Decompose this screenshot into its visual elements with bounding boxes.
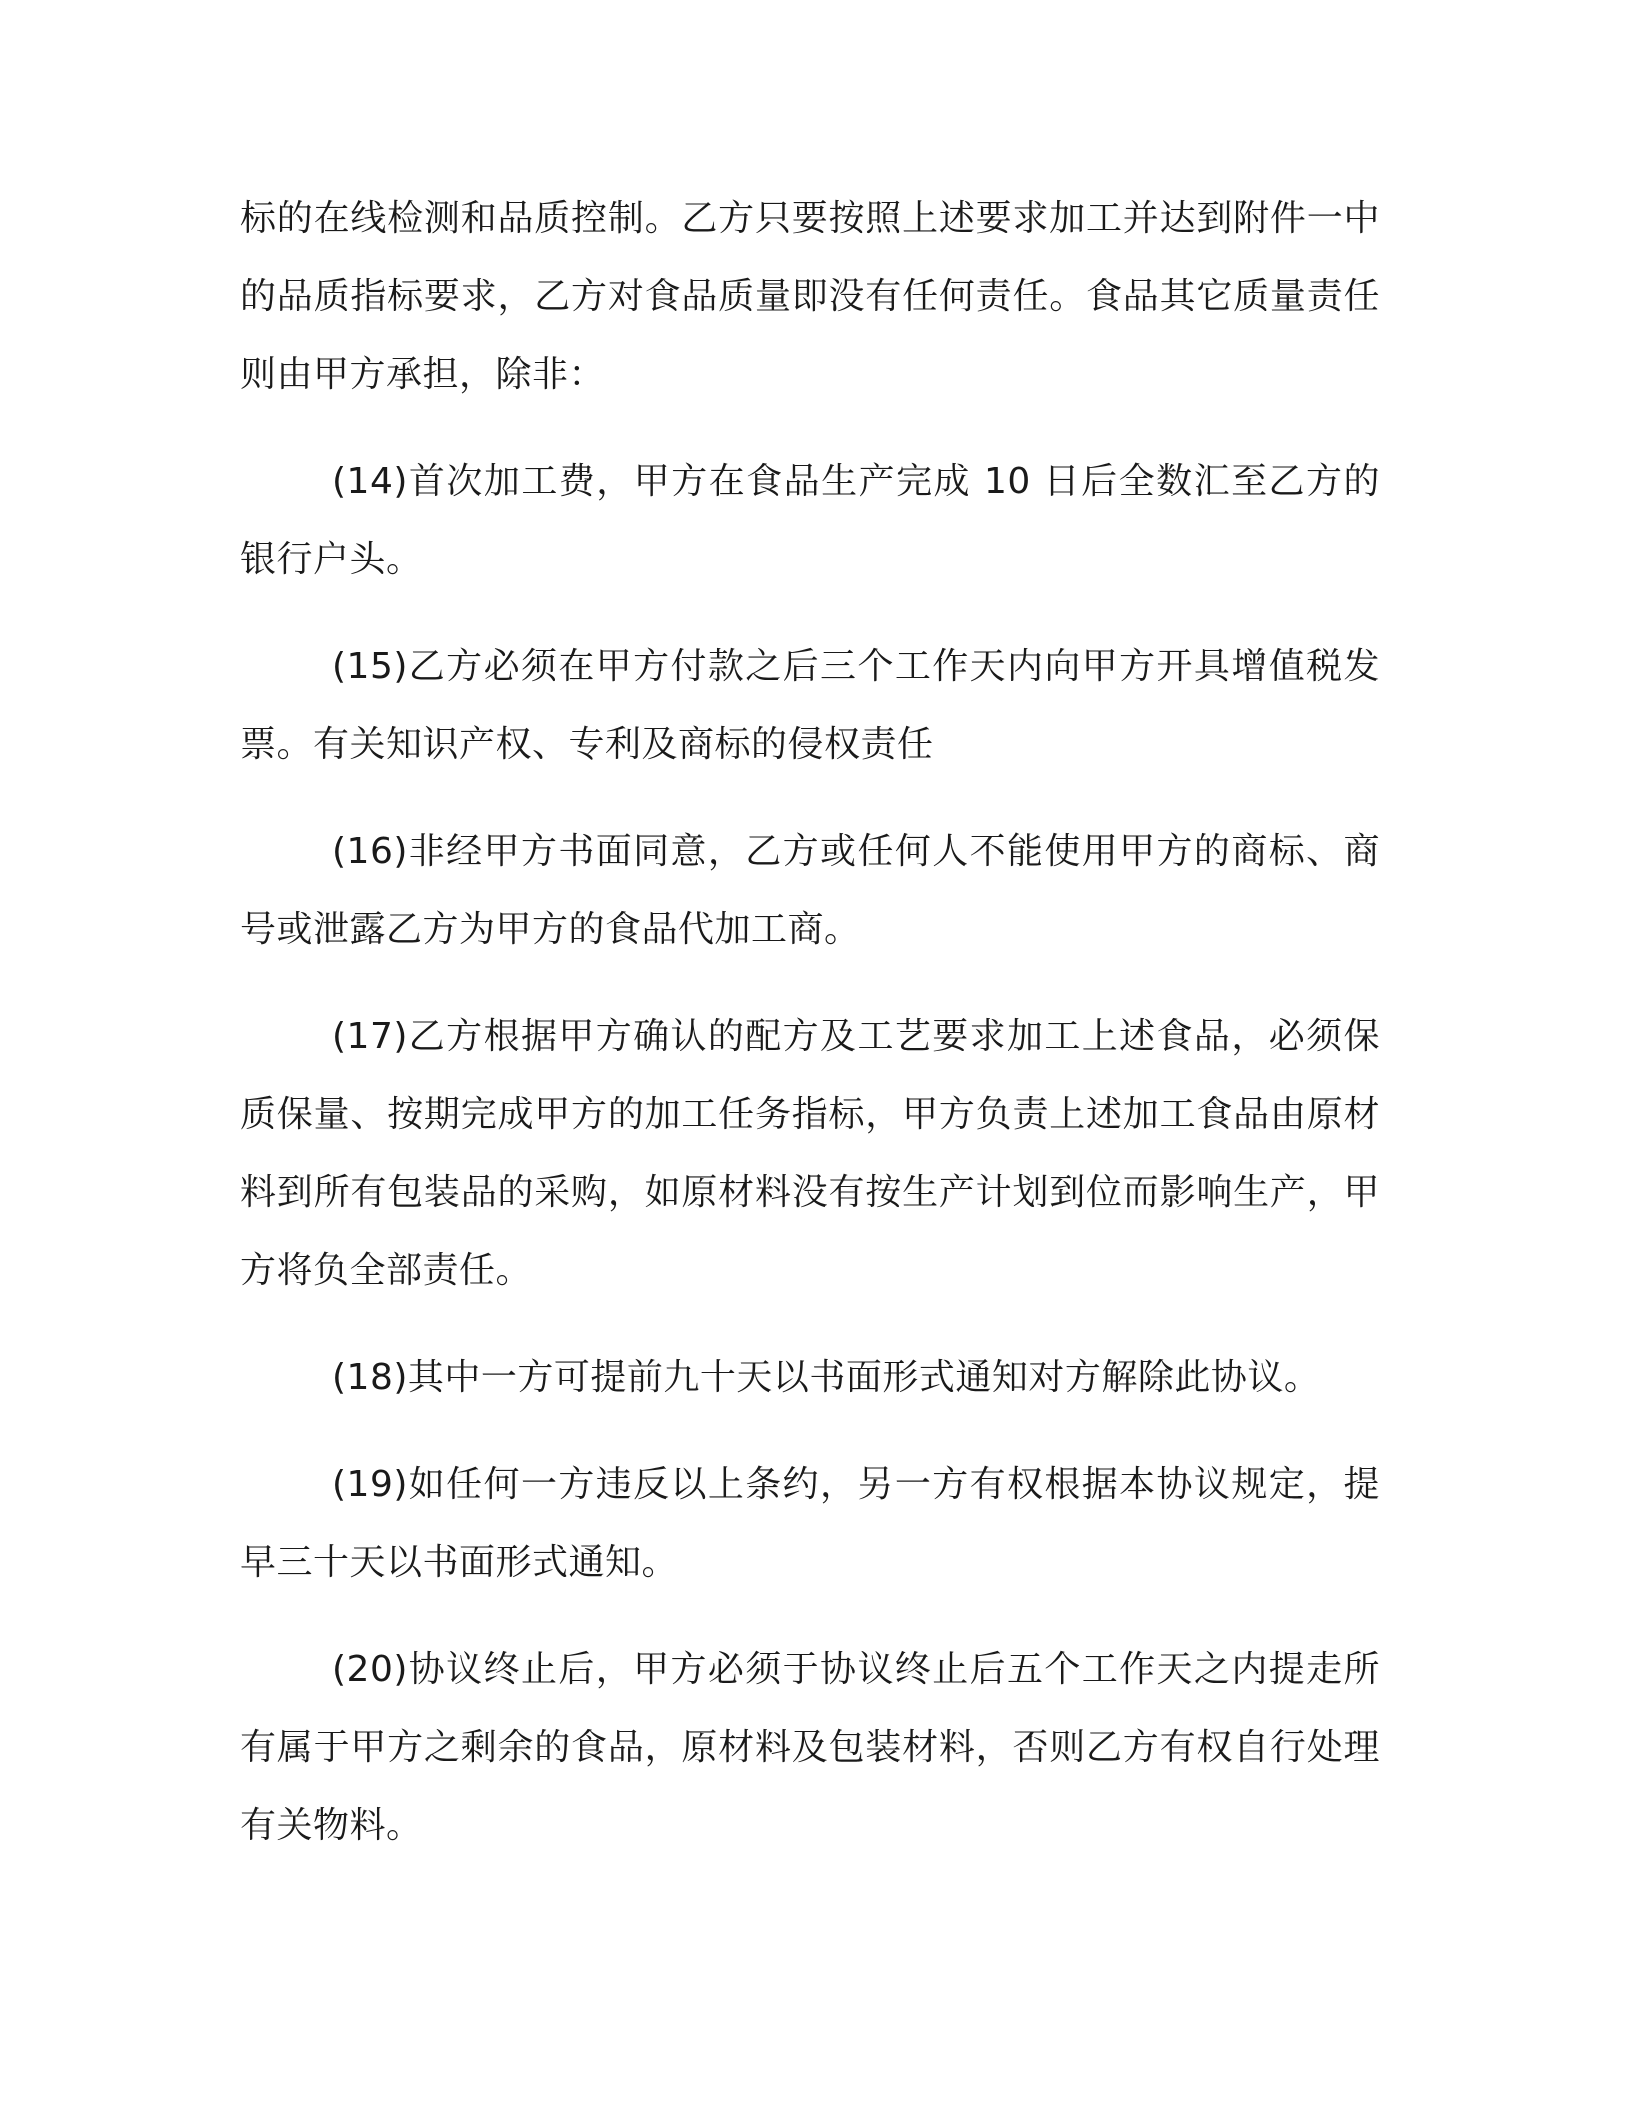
clause-16 — [240, 813, 1380, 969]
clause-text: 乙方必须在甲方付款之后三个工作天内向甲方开具增值税发票。有关知识产权、专利及商标的侵权责任 — [240, 646, 1380, 765]
clause-number: (20) — [332, 1649, 408, 1690]
clause-number: (14) — [332, 461, 408, 502]
clause-20 — [240, 1631, 1380, 1865]
clause-19 — [240, 1446, 1380, 1602]
clause-number: (18) — [332, 1357, 408, 1398]
clause-text: 首次加工费，甲方在食品生产完成 10 日后全数汇至乙方的银行户头。 — [240, 461, 1380, 580]
clause-18 — [240, 1339, 1380, 1417]
clause-number: (15) — [332, 646, 408, 687]
clause-text: 乙方根据甲方确认的配方及工艺要求加工上述食品，必须保质保量、按期完成甲方的加工任务指标，甲方负责上述加工食品由原材料到所有包装品的采购，如原材料没有按生产计划到位而影响生产，甲方将负全部责任。 — [240, 1016, 1380, 1291]
clause-text: 其中一方可提前九十天以书面形式通知对方解除此协议。 — [407, 1357, 1321, 1398]
clause-text: 如任何一方违反以上条约，另一方有权根据本协议规定，提早三十天以书面形式通知。 — [240, 1464, 1380, 1583]
clause-text: 协议终止后，甲方必须于协议终止后五个工作天之内提走所有属于甲方之剩余的食品，原材料及包装材料，否则乙方有权自行处理有关物料。 — [240, 1649, 1380, 1846]
clause-number: (17) — [332, 1016, 408, 1057]
clause-number: (16) — [332, 831, 408, 872]
clause-number: (19) — [332, 1464, 408, 1505]
clause-17 — [240, 998, 1380, 1310]
paragraph-continuation — [240, 180, 1380, 414]
clause-15 — [240, 628, 1380, 784]
document-page — [240, 180, 1380, 1894]
clause-14 — [240, 443, 1380, 599]
clause-text: 非经甲方书面同意，乙方或任何人不能使用甲方的商标、商号或泄露乙方为甲方的食品代加工商。 — [240, 831, 1380, 950]
paragraph-text: 标的在线检测和品质控制。乙方只要按照上述要求加工并达到附件一中的品质指标要求，乙方对食品质量即没有任何责任。食品其它质量责任则由甲方承担，除非： — [240, 198, 1380, 395]
